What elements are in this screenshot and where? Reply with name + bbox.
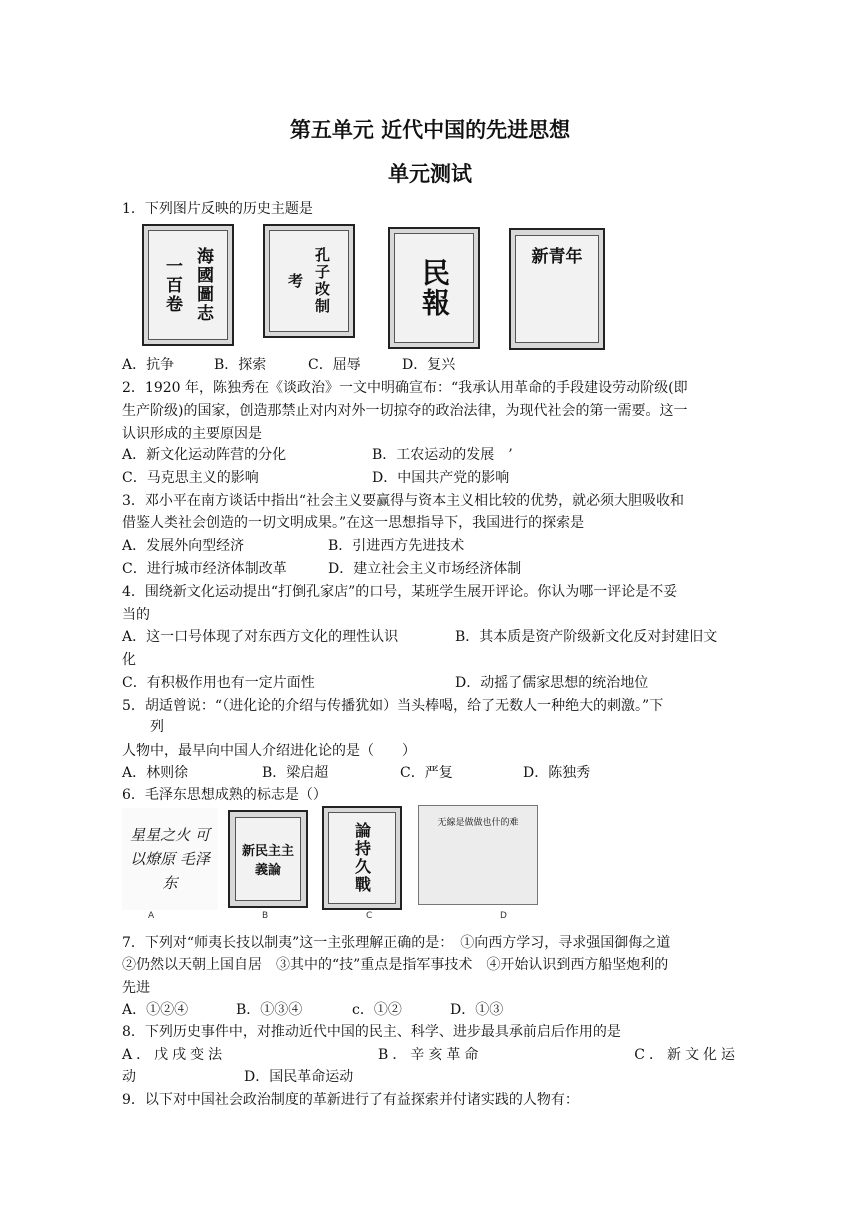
q8-options-row (122, 1044, 739, 1066)
q7-line-1: 7．下列对“师夷长技以制夷”这一主张理解正确的是： ①向西方学习，寻求强国御侮之道 (122, 935, 671, 951)
q3-option-a[interactable]: A．发展外向型经济 (122, 538, 245, 554)
q6-image-c-lunchijiuzhan (322, 806, 402, 910)
q6-figure-label-c: C (366, 911, 373, 921)
q3-option-b[interactable]: B．引进西方先进技术 (328, 538, 465, 554)
q1-image-xinqingnian (509, 228, 605, 350)
q8-option-c[interactable]: C．新文化运 (634, 1047, 739, 1063)
q5-option-c[interactable]: C．严复 (400, 765, 453, 781)
q7-option-b[interactable]: B．①③④ (236, 1002, 303, 1018)
q7-line-2: ②仍然以天朝上国自居 ③其中的“技”重点是指军事技术 ④开始认识到西方船坚炮利的 (122, 957, 669, 973)
q6-figure-label-b: B (262, 911, 269, 921)
q2-option-d[interactable]: D．中国共产党的影响 (372, 470, 510, 486)
q1-image-a-col2: 海國圖志 (193, 247, 213, 323)
q7-line-3: 先进 (122, 980, 150, 996)
q4-option-b-continuation: 化 (122, 652, 136, 668)
q4-option-a[interactable]: A．这一口号体现了对东西方文化的理性认识 (122, 629, 399, 645)
q8-stem: 8．下列历史事件中，对推动近代中国的民主、科学、进步最具承前启后作用的是 (122, 1024, 621, 1040)
q8-option-a[interactable]: A．戊戌变法 (122, 1047, 227, 1063)
q4-option-b[interactable]: B．其本质是资产阶级新文化反对封建旧文 (455, 629, 718, 645)
q4-line-2: 当的 (122, 607, 150, 623)
q6-image-b-text: 新民主主義論 (241, 844, 294, 878)
q3-line-1: 3．邓小平在南方谈话中指出“社会主义要赢得与资本主义相比较的优势，就必须大胆吸收和 (122, 493, 685, 509)
q4-option-c[interactable]: C．有积极作用也有一定片面性 (122, 675, 315, 691)
q1-image-haiguotuzhi (142, 224, 234, 346)
q1-image-c-text: 民報 (418, 258, 451, 318)
q9-stem: 9．以下对中国社会政治制度的革新进行了有益探索并付诸实践的人物有： (122, 1092, 579, 1108)
q2-line-3: 认识形成的主要原因是 (122, 426, 262, 442)
q7-option-d[interactable]: D．①③ (450, 1002, 504, 1018)
q6-figure-label-d: D (500, 911, 507, 921)
q6-image-a-calligraphy (122, 808, 218, 910)
q5-line-1: 5．胡适曾说：“（进化论的介绍与传播犹如）当头棒喝，给了无数人一种绝大的刺激。”下 (122, 698, 664, 714)
q6-image-a-text: 星星之火 可以燎原 毛泽东 (130, 826, 210, 892)
q2-option-b[interactable]: B．工农运动的发展 ’ (372, 447, 513, 463)
q2-option-a[interactable]: A．新文化运动阵营的分化 (122, 447, 287, 463)
q6-figure-label-a: A (148, 911, 155, 921)
q5-option-d[interactable]: D．陈独秀 (523, 765, 591, 781)
q1-stem: 1．下列图片反映的历史主题是 (122, 201, 313, 217)
q3-option-c[interactable]: C．进行城市经济体制改革 (122, 561, 287, 577)
q1-image-a-col1: 一百卷 (162, 256, 182, 314)
q1-image-kongzi-gaizhi (263, 224, 355, 338)
q8-option-d[interactable]: D．国民革命运动 (244, 1069, 354, 1085)
q5-line-3: 人物中，最早向中国人介绍进化论的是（ ） (122, 743, 416, 759)
q1-option-b[interactable]: B．探索 (214, 357, 267, 373)
q1-image-d-text: 新青年 (531, 247, 583, 267)
q1-option-c[interactable]: C．屈辱 (308, 357, 361, 373)
q6-image-b-xinminzhuzhuyilun (228, 810, 308, 908)
q4-option-d[interactable]: D．动摇了儒家思想的统治地位 (455, 675, 649, 691)
unit-title: 第五单元 近代中国的先进思想 (289, 118, 571, 142)
q1-option-d[interactable]: D．复兴 (402, 357, 456, 373)
q6-image-c-text: 論持久戰 (352, 822, 372, 894)
q2-option-c[interactable]: C．马克思主义的影响 (122, 470, 259, 486)
q5-option-b[interactable]: B．梁启超 (262, 765, 329, 781)
q8-option-b[interactable]: B．辛亥革命 (378, 1047, 483, 1063)
q2-line-2: 生产阶级)的国家，创造那禁止对内对外一切掠夺的政治法律，为现代社会的第一需要。这一 (122, 403, 688, 419)
q6-image-d-document (418, 805, 538, 905)
q1-option-a[interactable]: A．抗争 (122, 357, 175, 373)
q3-line-2: 借鉴人类社会创造的一切文明成果。”在这一思想指导下，我国进行的探索是 (122, 515, 585, 531)
q3-option-d[interactable]: D．建立社会主义市场经济体制 (328, 561, 522, 577)
q4-line-1: 4．围绕新文化运动提出“打倒孔家店”的口号，某班学生展开评论。你认为哪一评论是不妥 (122, 584, 678, 600)
q7-option-c[interactable]: c．①② (352, 1002, 402, 1018)
q6-stem: 6．毛泽东思想成熟的标志是（） (122, 787, 327, 803)
q6-image-d-text: 无線是做做也什的难 (437, 818, 519, 828)
q5-option-a[interactable]: A．林则徐 (122, 765, 189, 781)
q2-line-1: 2．1920 年，陈独秀在《谈政治》一文中明确宣布：“我承认用革命的手段建设劳动阶级(即 (122, 380, 688, 396)
q1-image-b-col2: 孔子改制 (313, 247, 331, 315)
q1-image-b-col1: 考 (286, 272, 304, 290)
q7-option-a[interactable]: A．①②④ (122, 1002, 189, 1018)
q8-option-c-continuation: 动 (122, 1069, 136, 1085)
q1-image-minbao (388, 227, 480, 349)
q5-line-2: 列 (150, 719, 164, 735)
test-subtitle: 单元测试 (388, 162, 472, 186)
